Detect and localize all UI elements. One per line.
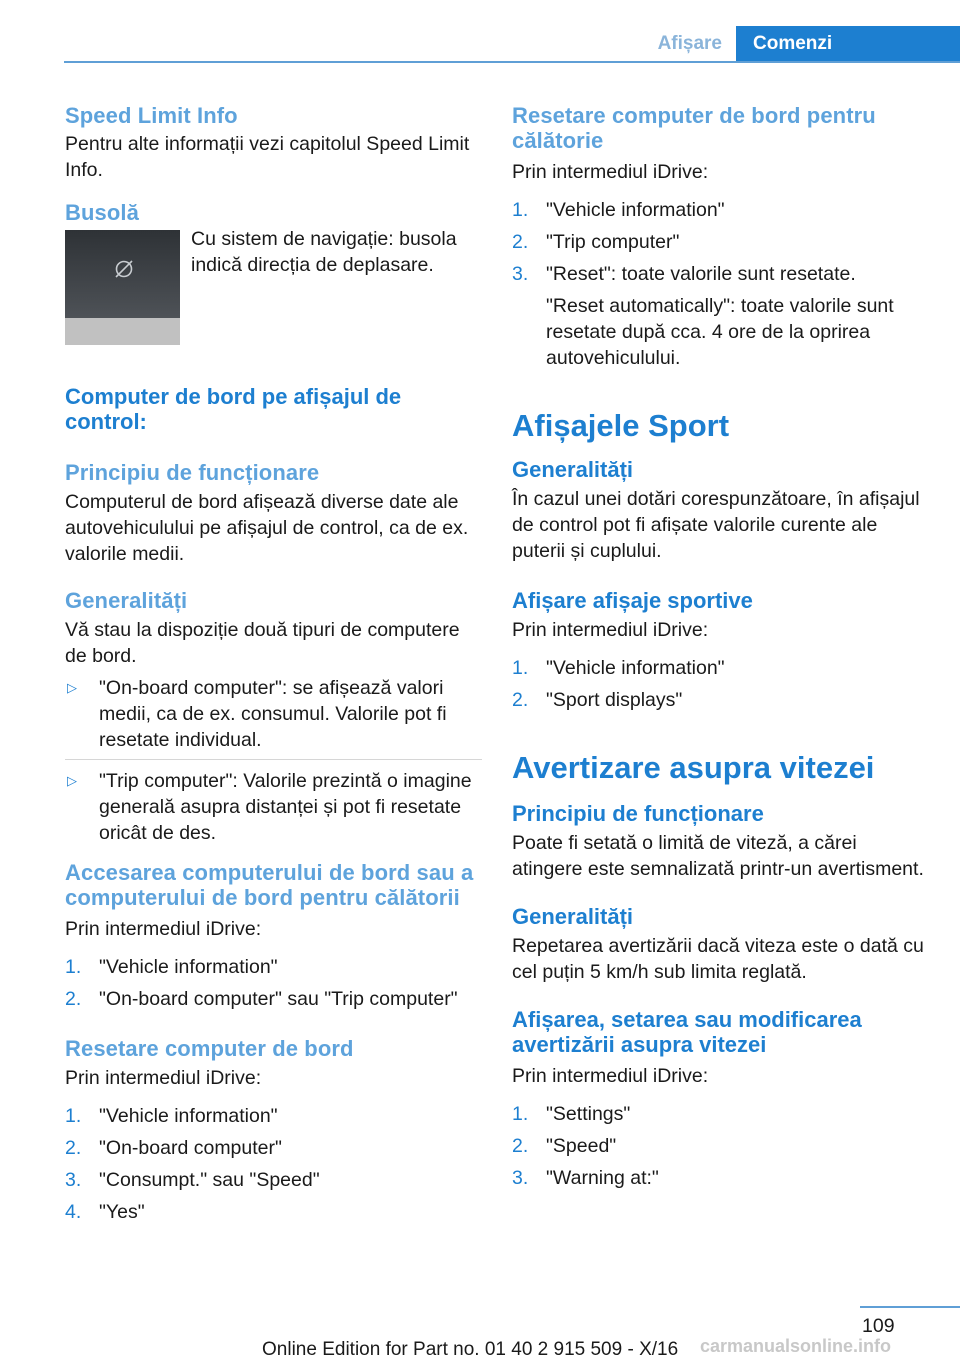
list-item: 3. "Reset": toate valorile sunt resetate. <box>512 263 856 285</box>
reset-steps <box>65 1103 482 1225</box>
sport-show-heading: Afișare afișaje sportive <box>512 588 753 613</box>
access-heading: Accesarea computerului de bord sau a computerului de bord pentru călătorii <box>65 860 474 910</box>
list-item: 1. "Vehicle information" <box>65 956 278 978</box>
speed-principle-text: Poate fi setată o limită de viteză, a cărei atingere este semnalizată printr-un avertisment. <box>512 832 924 880</box>
list-item: 4. "Yes" <box>65 1201 145 1223</box>
list-item: 2. "Speed" <box>512 1135 617 1157</box>
edition-footer: Online Edition for Part no. 01 40 2 915 509 - X/16 <box>262 1339 679 1360</box>
triangle-bullet-icon: ▷ <box>67 680 77 695</box>
general-text: Vă stau la dispoziție două tipuri de computere de bord. <box>65 619 460 667</box>
general-heading: Generalități <box>65 588 188 613</box>
access-steps <box>65 954 482 1012</box>
sport-general-text: În cazul unei dotări corespunzătoare, în afișajul de control pot fi afișate valorile curente ale puterii și cuplului. <box>512 488 920 562</box>
speed-set-intro: Prin intermediul iDrive: <box>512 1065 709 1087</box>
trip-reset-heading: Resetare computer de bord pentru călătorie <box>512 103 876 153</box>
compass-text: Cu sistem de navigație: busola indică direcția de deplasare. <box>191 228 457 276</box>
trip-reset-steps <box>512 197 932 371</box>
left-column <box>65 103 482 1225</box>
access-intro: Prin intermediul iDrive: <box>65 918 262 940</box>
list-item: 1. "Vehicle information" <box>512 199 725 221</box>
trip-reset-intro: Prin intermediul iDrive: <box>512 161 709 183</box>
list-item-note: "Reset automatically": toate valorile sunt resetate după cca. 4 ore de la oprirea autovehiculului. <box>546 295 894 369</box>
sport-general-heading: Generalități <box>512 457 634 482</box>
speed-limit-info-heading: Speed Limit Info <box>65 103 238 128</box>
watermark: carmanualsonline.info <box>700 1336 892 1356</box>
triangle-bullet-icon: ▷ <box>67 773 77 788</box>
footer-rule <box>860 1306 960 1308</box>
reset-intro: Prin intermediul iDrive: <box>65 1067 262 1089</box>
list-item: 3. "Warning at:" <box>512 1167 659 1189</box>
onboard-computer-heading: Computer de bord pe afișajul de control: <box>65 384 402 434</box>
list-item: 2. "On-board computer" sau "Trip computer" <box>65 988 458 1010</box>
speed-principle-heading: Principiu de funcționare <box>512 801 764 826</box>
principle-heading: Principiu de funcționare <box>65 460 320 485</box>
header-rule <box>64 61 960 63</box>
reset-heading: Resetare computer de bord <box>65 1036 354 1061</box>
speed-general-heading: Generalități <box>512 904 634 929</box>
list-item: ▷ "Trip computer": Valorile prezintă o imagine generală asupra distanței și pot fi resetate oricât de des. <box>67 770 472 844</box>
speed-set-heading: Afișarea, setarea sau modificarea avertizării asupra vitezei <box>512 1007 862 1057</box>
list-item: 1. "Settings" <box>512 1103 631 1125</box>
principle-text: Computerul de bord afișează diverse date ale autovehiculului pe afișajul de control, ca de ex. valorile medii. <box>65 491 469 565</box>
list-item: 2. "Sport displays" <box>512 689 683 711</box>
page-number: 109 <box>862 1315 895 1337</box>
list-item: 2. "Trip computer" <box>512 231 680 253</box>
tab-afisare[interactable]: Afișare <box>657 33 722 54</box>
list-item: 1. "Vehicle information" <box>65 1105 278 1127</box>
list-item: 2. "On-board computer" <box>65 1137 282 1159</box>
right-column <box>512 103 932 1191</box>
list-item: 3. "Consumpt." sau "Speed" <box>65 1169 320 1191</box>
compass-display-image <box>65 230 180 345</box>
compass-heading: Busolă <box>65 200 139 225</box>
speed-limit-info-text: Pentru alte informații vezi capitolul Speed Limit Info. <box>65 133 470 181</box>
compass-off-icon <box>113 258 135 280</box>
list-item: ▷ "On-board computer": se afișează valori medii, ca de ex. consumul. Valorile pot fi resetate individual. <box>65 675 482 760</box>
sport-displays-heading: Afișajele Sport <box>512 408 730 443</box>
computer-types-list <box>65 675 482 852</box>
speed-set-steps <box>512 1101 932 1191</box>
speed-warning-heading: Avertizare asupra vitezei <box>512 750 875 785</box>
compass-section <box>65 201 482 346</box>
sport-show-intro: Prin intermediul iDrive: <box>512 619 709 641</box>
list-item: 1. "Vehicle information" <box>512 657 725 679</box>
speed-general-text: Repetarea avertizării dacă viteza este o dată cu cel puțin 5 km/h sub limita reglată. <box>512 935 924 983</box>
sport-show-steps <box>512 655 932 713</box>
tab-comenzi[interactable]: Comenzi <box>736 26 960 62</box>
